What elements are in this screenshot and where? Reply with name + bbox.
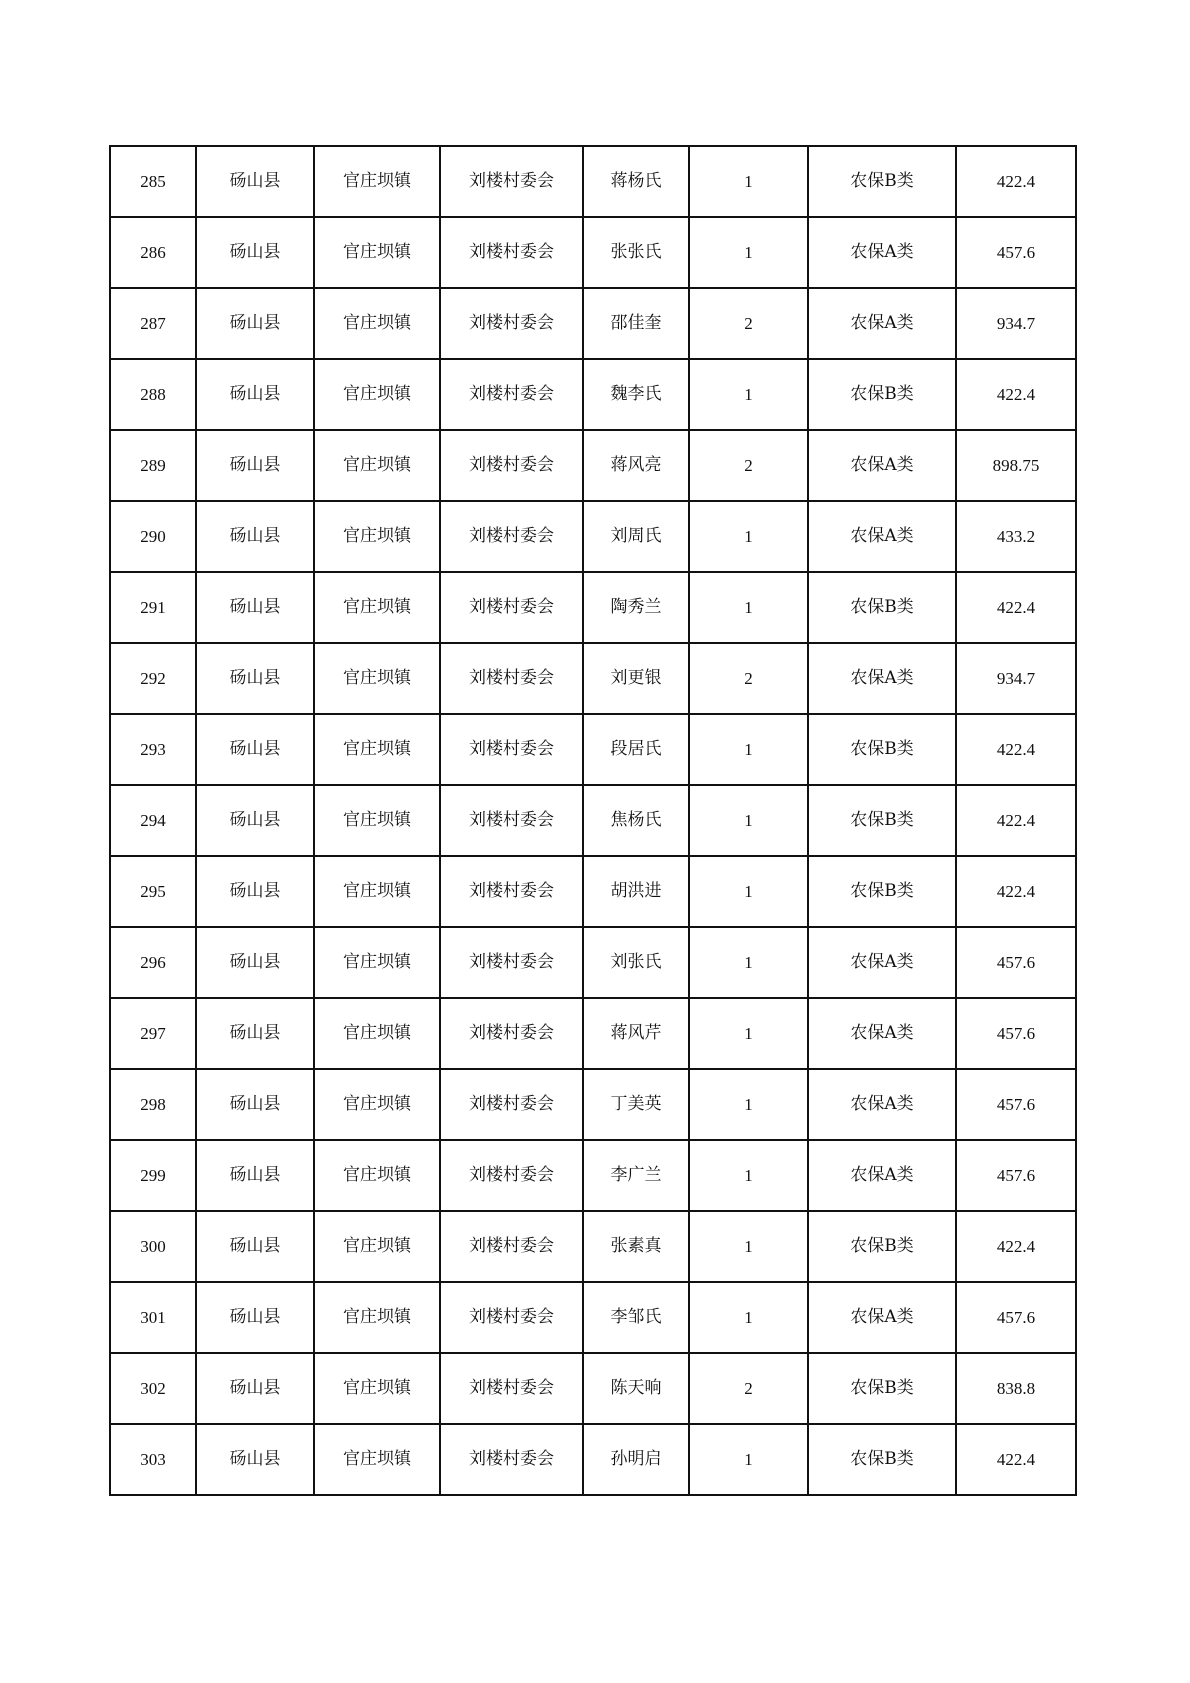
- town-cell: 官庄坝镇: [314, 1211, 440, 1282]
- table-row: [110, 1211, 1076, 1282]
- person-name-cell: 蒋风亮: [583, 430, 689, 501]
- county-cell: 砀山县: [196, 927, 314, 998]
- county-cell: 砀山县: [196, 572, 314, 643]
- household-count-cell: 2: [689, 1353, 808, 1424]
- serial-number-cell: 301: [110, 1282, 196, 1353]
- village-committee-cell: 刘楼村委会: [440, 572, 583, 643]
- amount-cell: 457.6: [956, 927, 1076, 998]
- person-name-cell: 焦杨氏: [583, 785, 689, 856]
- household-count-cell: 2: [689, 288, 808, 359]
- amount-cell: 934.7: [956, 643, 1076, 714]
- table-row: [110, 146, 1076, 217]
- town-cell: 官庄坝镇: [314, 217, 440, 288]
- household-count-cell: 1: [689, 1211, 808, 1282]
- county-cell: 砀山县: [196, 430, 314, 501]
- county-cell: 砀山县: [196, 288, 314, 359]
- insurance-category-cell: 农保B类: [808, 146, 956, 217]
- serial-number-cell: 290: [110, 501, 196, 572]
- household-count-cell: 1: [689, 501, 808, 572]
- serial-number-cell: 293: [110, 714, 196, 785]
- table-row: [110, 1069, 1076, 1140]
- table-row: [110, 1424, 1076, 1495]
- insurance-category-cell: 农保A类: [808, 643, 956, 714]
- serial-number-cell: 302: [110, 1353, 196, 1424]
- person-name-cell: 张素真: [583, 1211, 689, 1282]
- insurance-category-cell: 农保B类: [808, 856, 956, 927]
- county-cell: 砀山县: [196, 1353, 314, 1424]
- amount-cell: 457.6: [956, 1069, 1076, 1140]
- amount-cell: 422.4: [956, 1211, 1076, 1282]
- town-cell: 官庄坝镇: [314, 288, 440, 359]
- serial-number-cell: 300: [110, 1211, 196, 1282]
- table-row: [110, 643, 1076, 714]
- household-count-cell: 1: [689, 359, 808, 430]
- county-cell: 砀山县: [196, 714, 314, 785]
- town-cell: 官庄坝镇: [314, 501, 440, 572]
- household-count-cell: 1: [689, 714, 808, 785]
- insurance-category-cell: 农保A类: [808, 1069, 956, 1140]
- town-cell: 官庄坝镇: [314, 1424, 440, 1495]
- amount-cell: 422.4: [956, 572, 1076, 643]
- village-committee-cell: 刘楼村委会: [440, 430, 583, 501]
- county-cell: 砀山县: [196, 217, 314, 288]
- person-name-cell: 段居氏: [583, 714, 689, 785]
- town-cell: 官庄坝镇: [314, 430, 440, 501]
- person-name-cell: 陈天响: [583, 1353, 689, 1424]
- person-name-cell: 邵佳奎: [583, 288, 689, 359]
- village-committee-cell: 刘楼村委会: [440, 714, 583, 785]
- county-cell: 砀山县: [196, 1140, 314, 1211]
- county-cell: 砀山县: [196, 1282, 314, 1353]
- village-committee-cell: 刘楼村委会: [440, 998, 583, 1069]
- insurance-category-cell: 农保B类: [808, 785, 956, 856]
- town-cell: 官庄坝镇: [314, 1140, 440, 1211]
- table-row: [110, 430, 1076, 501]
- town-cell: 官庄坝镇: [314, 572, 440, 643]
- household-count-cell: 1: [689, 856, 808, 927]
- table-row: [110, 1140, 1076, 1211]
- county-cell: 砀山县: [196, 1211, 314, 1282]
- household-count-cell: 1: [689, 1069, 808, 1140]
- serial-number-cell: 297: [110, 998, 196, 1069]
- insurance-category-cell: 农保A类: [808, 1140, 956, 1211]
- county-cell: 砀山县: [196, 1424, 314, 1495]
- town-cell: 官庄坝镇: [314, 1282, 440, 1353]
- insurance-category-cell: 农保B类: [808, 714, 956, 785]
- county-cell: 砀山县: [196, 359, 314, 430]
- serial-number-cell: 289: [110, 430, 196, 501]
- village-committee-cell: 刘楼村委会: [440, 1140, 583, 1211]
- amount-cell: 457.6: [956, 998, 1076, 1069]
- household-count-cell: 1: [689, 1140, 808, 1211]
- insurance-category-cell: 农保A类: [808, 430, 956, 501]
- town-cell: 官庄坝镇: [314, 927, 440, 998]
- insurance-category-cell: 农保A类: [808, 501, 956, 572]
- amount-cell: 934.7: [956, 288, 1076, 359]
- table-row: [110, 501, 1076, 572]
- person-name-cell: 刘张氏: [583, 927, 689, 998]
- insurance-category-cell: 农保A类: [808, 927, 956, 998]
- serial-number-cell: 288: [110, 359, 196, 430]
- household-count-cell: 1: [689, 572, 808, 643]
- amount-cell: 898.75: [956, 430, 1076, 501]
- amount-cell: 457.6: [956, 1282, 1076, 1353]
- person-name-cell: 陶秀兰: [583, 572, 689, 643]
- amount-cell: 422.4: [956, 146, 1076, 217]
- table-row: [110, 927, 1076, 998]
- amount-cell: 422.4: [956, 1424, 1076, 1495]
- insurance-category-cell: 农保B类: [808, 1424, 956, 1495]
- person-name-cell: 胡洪进: [583, 856, 689, 927]
- person-name-cell: 蒋杨氏: [583, 146, 689, 217]
- insurance-category-cell: 农保B类: [808, 1353, 956, 1424]
- person-name-cell: 孙明启: [583, 1424, 689, 1495]
- village-committee-cell: 刘楼村委会: [440, 643, 583, 714]
- village-committee-cell: 刘楼村委会: [440, 359, 583, 430]
- village-committee-cell: 刘楼村委会: [440, 1069, 583, 1140]
- person-name-cell: 李邹氏: [583, 1282, 689, 1353]
- town-cell: 官庄坝镇: [314, 714, 440, 785]
- person-name-cell: 张张氏: [583, 217, 689, 288]
- insurance-category-cell: 农保A类: [808, 288, 956, 359]
- person-name-cell: 刘周氏: [583, 501, 689, 572]
- county-cell: 砀山县: [196, 146, 314, 217]
- table-row: [110, 1282, 1076, 1353]
- village-committee-cell: 刘楼村委会: [440, 856, 583, 927]
- table-row: [110, 288, 1076, 359]
- amount-cell: 422.4: [956, 856, 1076, 927]
- amount-cell: 422.4: [956, 359, 1076, 430]
- town-cell: 官庄坝镇: [314, 998, 440, 1069]
- household-count-cell: 2: [689, 430, 808, 501]
- town-cell: 官庄坝镇: [314, 1353, 440, 1424]
- person-name-cell: 魏李氏: [583, 359, 689, 430]
- town-cell: 官庄坝镇: [314, 643, 440, 714]
- county-cell: 砀山县: [196, 1069, 314, 1140]
- town-cell: 官庄坝镇: [314, 1069, 440, 1140]
- serial-number-cell: 296: [110, 927, 196, 998]
- county-cell: 砀山县: [196, 998, 314, 1069]
- amount-cell: 457.6: [956, 217, 1076, 288]
- table-body: [110, 146, 1076, 1495]
- county-cell: 砀山县: [196, 643, 314, 714]
- household-count-cell: 1: [689, 998, 808, 1069]
- village-committee-cell: 刘楼村委会: [440, 927, 583, 998]
- table-row: [110, 572, 1076, 643]
- county-cell: 砀山县: [196, 785, 314, 856]
- village-committee-cell: 刘楼村委会: [440, 1424, 583, 1495]
- village-committee-cell: 刘楼村委会: [440, 1282, 583, 1353]
- serial-number-cell: 294: [110, 785, 196, 856]
- county-cell: 砀山县: [196, 856, 314, 927]
- table-row: [110, 217, 1076, 288]
- household-count-cell: 2: [689, 643, 808, 714]
- serial-number-cell: 291: [110, 572, 196, 643]
- data-table: [109, 145, 1077, 1496]
- serial-number-cell: 303: [110, 1424, 196, 1495]
- household-count-cell: 1: [689, 1282, 808, 1353]
- village-committee-cell: 刘楼村委会: [440, 501, 583, 572]
- village-committee-cell: 刘楼村委会: [440, 1211, 583, 1282]
- amount-cell: 433.2: [956, 501, 1076, 572]
- village-committee-cell: 刘楼村委会: [440, 785, 583, 856]
- county-cell: 砀山县: [196, 501, 314, 572]
- village-committee-cell: 刘楼村委会: [440, 146, 583, 217]
- person-name-cell: 丁美英: [583, 1069, 689, 1140]
- table-row: [110, 998, 1076, 1069]
- town-cell: 官庄坝镇: [314, 146, 440, 217]
- document-page: [109, 145, 1075, 1496]
- village-committee-cell: 刘楼村委会: [440, 288, 583, 359]
- insurance-category-cell: 农保B类: [808, 1211, 956, 1282]
- serial-number-cell: 292: [110, 643, 196, 714]
- table-row: [110, 785, 1076, 856]
- person-name-cell: 蒋风芹: [583, 998, 689, 1069]
- amount-cell: 422.4: [956, 714, 1076, 785]
- town-cell: 官庄坝镇: [314, 856, 440, 927]
- table-row: [110, 856, 1076, 927]
- insurance-category-cell: 农保A类: [808, 1282, 956, 1353]
- household-count-cell: 1: [689, 785, 808, 856]
- serial-number-cell: 285: [110, 146, 196, 217]
- serial-number-cell: 299: [110, 1140, 196, 1211]
- town-cell: 官庄坝镇: [314, 785, 440, 856]
- household-count-cell: 1: [689, 217, 808, 288]
- amount-cell: 457.6: [956, 1140, 1076, 1211]
- household-count-cell: 1: [689, 927, 808, 998]
- person-name-cell: 刘更银: [583, 643, 689, 714]
- insurance-category-cell: 农保A类: [808, 217, 956, 288]
- serial-number-cell: 298: [110, 1069, 196, 1140]
- serial-number-cell: 295: [110, 856, 196, 927]
- serial-number-cell: 287: [110, 288, 196, 359]
- village-committee-cell: 刘楼村委会: [440, 217, 583, 288]
- village-committee-cell: 刘楼村委会: [440, 1353, 583, 1424]
- insurance-category-cell: 农保B类: [808, 359, 956, 430]
- serial-number-cell: 286: [110, 217, 196, 288]
- insurance-category-cell: 农保A类: [808, 998, 956, 1069]
- household-count-cell: 1: [689, 1424, 808, 1495]
- household-count-cell: 1: [689, 146, 808, 217]
- amount-cell: 422.4: [956, 785, 1076, 856]
- person-name-cell: 李广兰: [583, 1140, 689, 1211]
- town-cell: 官庄坝镇: [314, 359, 440, 430]
- table-row: [110, 714, 1076, 785]
- amount-cell: 838.8: [956, 1353, 1076, 1424]
- insurance-category-cell: 农保B类: [808, 572, 956, 643]
- table-row: [110, 359, 1076, 430]
- table-row: [110, 1353, 1076, 1424]
